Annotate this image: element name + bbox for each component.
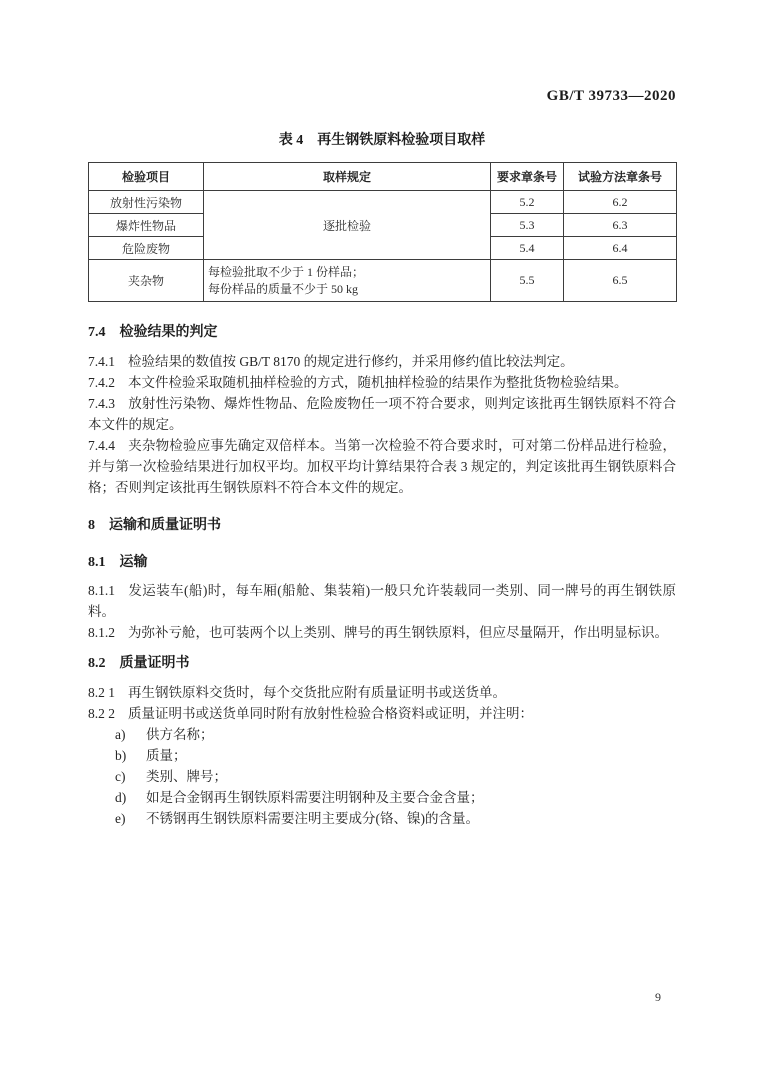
paragraph-7-4-1 bbox=[88, 351, 676, 372]
paragraph-7-4-3 bbox=[88, 393, 676, 435]
list-item-a bbox=[88, 724, 676, 745]
list-item-label: d) bbox=[115, 790, 127, 805]
list-item-label: b) bbox=[115, 748, 127, 763]
cell-sampling bbox=[204, 260, 491, 302]
section-title: 质量证明书 bbox=[119, 656, 190, 671]
section-number: 8.2 bbox=[88, 656, 106, 671]
paragraph-number: 8.2 2 bbox=[88, 706, 115, 721]
section-heading-7-4 bbox=[88, 322, 676, 343]
cell-item: 放射性污染物 bbox=[89, 191, 204, 214]
cell-requirement-clause: 5.3 bbox=[491, 214, 564, 237]
paragraph-number: 8.1.2 bbox=[88, 625, 115, 640]
table-header-row bbox=[89, 163, 677, 191]
list-item-text: 供方名称； bbox=[146, 727, 214, 742]
paragraph-8-1-2 bbox=[88, 622, 676, 643]
paragraph-number: 8.1.1 bbox=[88, 583, 115, 598]
paragraph-text: 发运装车(船)时，每车厢(船舱、集装箱)一般只允许装载同一类别、同一牌号的再生钢铁原料。 bbox=[88, 583, 676, 619]
cell-item: 爆炸性物品 bbox=[89, 214, 204, 237]
body-text bbox=[88, 322, 676, 829]
column-header-item: 检验项目 bbox=[89, 163, 204, 191]
paragraph-7-4-4 bbox=[88, 435, 676, 498]
cell-requirement-clause: 5.4 bbox=[491, 237, 564, 260]
paragraph-number: 8.2 1 bbox=[88, 685, 115, 700]
paragraph-8-1-1 bbox=[88, 580, 676, 622]
list-item-d bbox=[88, 787, 676, 808]
column-header-sampling: 取样规定 bbox=[204, 163, 491, 191]
section-number: 7.4 bbox=[88, 325, 106, 340]
column-header-test-method-clause: 试验方法章条号 bbox=[564, 163, 677, 191]
paragraph-number: 7.4.3 bbox=[88, 396, 115, 411]
paragraph-text: 夹杂物检验应事先确定双倍样本。当第一次检验不符合要求时，可对第二份样品进行检验，并与第一次检验结果进行加权平均。加权平均计算结果符合表 3 规定的，判定该批再生钢铁原料合格；否则判定该批再生钢铁原料不符合本文件的规定。 bbox=[88, 438, 676, 495]
section-number: 8.1 bbox=[88, 555, 106, 570]
cell-test-method-clause: 6.2 bbox=[564, 191, 677, 214]
table-row bbox=[89, 191, 677, 214]
sampling-line-1: 每检验批取不少于 1 份样品； bbox=[208, 264, 365, 279]
sampling-table bbox=[88, 162, 677, 302]
cell-item: 危险废物 bbox=[89, 237, 204, 260]
cell-requirement-clause: 5.2 bbox=[491, 191, 564, 214]
list-item-text: 不锈钢再生钢铁原料需要注明主要成分(铬、镍)的含量。 bbox=[146, 811, 479, 826]
paragraph-number: 7.4.4 bbox=[88, 438, 115, 453]
list-item-c bbox=[88, 766, 676, 787]
column-header-requirement-clause: 要求章条号 bbox=[491, 163, 564, 191]
paragraph-number: 7.4.1 bbox=[88, 354, 115, 369]
list-item-e bbox=[88, 808, 676, 829]
section-heading-8-1 bbox=[88, 552, 676, 573]
list-item-label: c) bbox=[115, 769, 126, 784]
list-item-text: 如是合金钢再生钢铁原料需要注明钢种及主要合金含量； bbox=[146, 790, 484, 805]
paragraph-8-2-2 bbox=[88, 703, 676, 724]
sampling-line-2: 每份样品的质量不少于 50 kg bbox=[208, 281, 359, 296]
list-item-text: 类别、牌号； bbox=[146, 769, 227, 784]
paragraph-7-4-2 bbox=[88, 372, 676, 393]
paragraph-text: 质量证明书或送货单同时附有放射性检验合格资料或证明，并注明： bbox=[128, 706, 533, 721]
table-title: 表 4 再生钢铁原料检验项目取样 bbox=[278, 133, 486, 148]
section-title: 运输 bbox=[119, 555, 148, 570]
paragraph-text: 为弥补亏舱，也可装两个以上类别、牌号的再生钢铁原料，但应尽量隔开，作出明显标识。 bbox=[128, 625, 668, 640]
cell-test-method-clause: 6.4 bbox=[564, 237, 677, 260]
paragraph-text: 检验结果的数值按 GB/T 8170 的规定进行修约，并采用修约值比较法判定。 bbox=[128, 354, 574, 369]
section-number: 8 bbox=[88, 518, 95, 533]
section-title: 检验结果的判定 bbox=[119, 325, 218, 340]
cell-item: 夹杂物 bbox=[89, 260, 204, 302]
section-heading-8 bbox=[88, 515, 676, 536]
page-number: 9 bbox=[655, 990, 661, 1004]
list-item-label: e) bbox=[115, 811, 126, 826]
paragraph-text: 本文件检验采取随机抽样检验的方式，随机抽样检验的结果作为整批货物检验结果。 bbox=[128, 375, 628, 390]
paragraph-number: 7.4.2 bbox=[88, 375, 115, 390]
table-row bbox=[89, 260, 677, 302]
list-item-label: a) bbox=[115, 727, 126, 742]
paragraph-8-2-1 bbox=[88, 682, 676, 703]
note-list bbox=[88, 724, 676, 829]
cell-test-method-clause: 6.3 bbox=[564, 214, 677, 237]
list-item-b bbox=[88, 745, 676, 766]
cell-sampling-merged: 逐批检验 bbox=[204, 191, 491, 260]
section-title: 运输和质量证明书 bbox=[109, 518, 221, 533]
paragraph-text: 放射性污染物、爆炸性物品、危险废物任一项不符合要求，则判定该批再生钢铁原料不符合本文件的规定。 bbox=[88, 396, 676, 432]
list-item-text: 质量； bbox=[146, 748, 187, 763]
cell-test-method-clause: 6.5 bbox=[564, 260, 677, 302]
cell-requirement-clause: 5.5 bbox=[491, 260, 564, 302]
paragraph-text: 再生钢铁原料交货时，每个交货批应附有质量证明书或送货单。 bbox=[128, 685, 506, 700]
standard-number: GB/T 39733—2020 bbox=[546, 88, 676, 104]
section-heading-8-2 bbox=[88, 653, 676, 674]
